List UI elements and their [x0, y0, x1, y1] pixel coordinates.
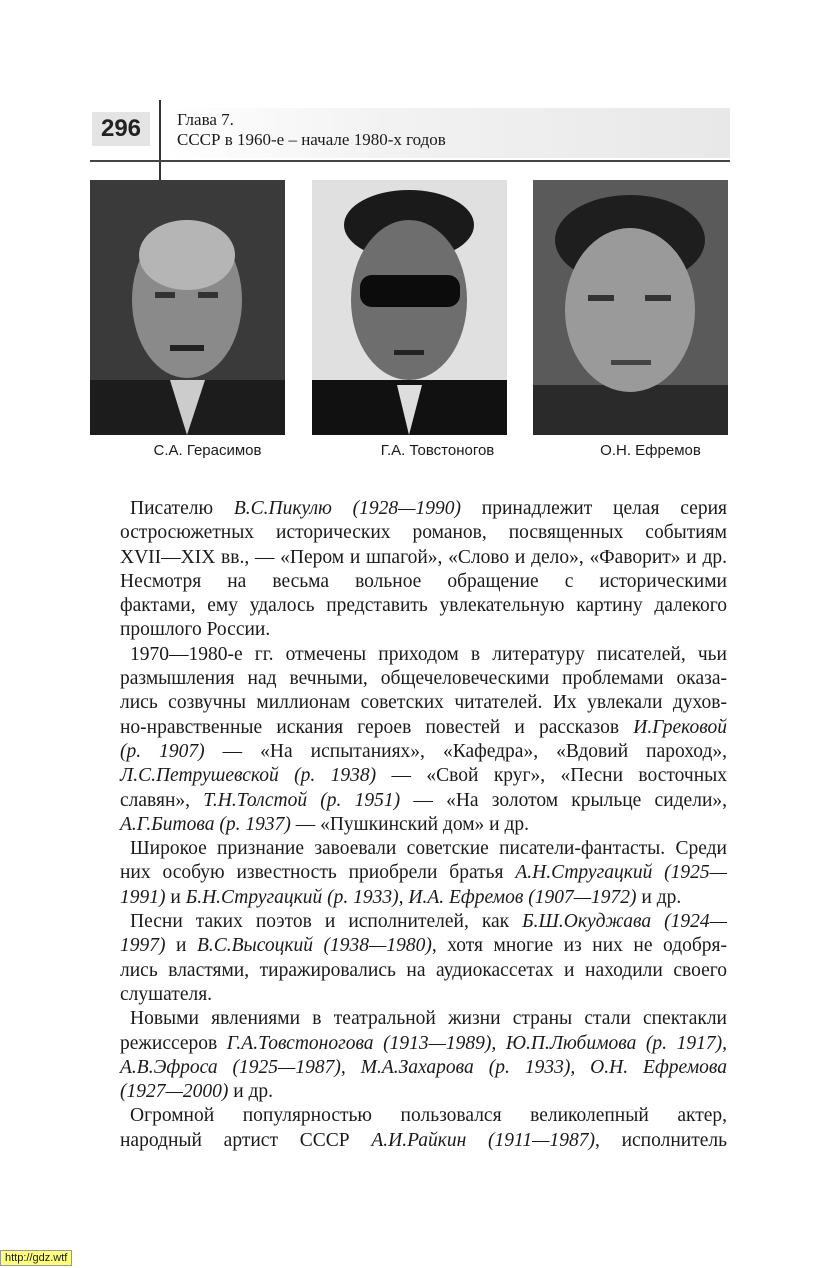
paragraph: [120, 1007, 727, 1104]
text-line: [120, 861, 727, 885]
text-line: [120, 959, 727, 983]
portrait-photo-gerasimov: [90, 180, 285, 435]
text-span: и др.: [228, 1081, 274, 1103]
text-line: [120, 618, 727, 642]
italic-name-span: (р. 1907): [120, 740, 205, 762]
photo-caption: С.А. Герасимов: [153, 442, 262, 459]
paragraph: [120, 1104, 727, 1153]
text-span: — «На золотом крыльце сидели»,: [400, 789, 727, 811]
text-span: и: [165, 886, 186, 908]
italic-name-span: Т.Н.Толстой (р. 1951): [203, 789, 401, 811]
text-span: , исполнитель: [594, 1129, 727, 1151]
header-vertical-rule: [159, 100, 161, 185]
text-span: славян»,: [120, 789, 204, 811]
paragraph: [120, 497, 727, 643]
text-line: [120, 1007, 727, 1031]
text-span: — «Пушкинский дом» и др.: [290, 813, 530, 835]
text-span: и др.: [636, 886, 682, 908]
text-span: прошлого России.: [120, 619, 271, 641]
italic-name-span: 1991): [120, 886, 166, 908]
text-line: [120, 667, 727, 691]
text-span: фактами, ему удалось представить увлекательную картину далекого: [120, 595, 727, 617]
italic-name-span: Л.С.Петрушевской (р. 1938): [120, 765, 377, 787]
text-span: режиссеров: [120, 1032, 227, 1054]
text-line: [120, 570, 727, 594]
text-line: [120, 546, 727, 570]
text-line: [120, 934, 727, 958]
text-line: [120, 1104, 727, 1128]
italic-name-span: В.С.Высоцкий (1938—1980): [196, 935, 432, 957]
text-span: 1970—1980-е гг. отмечены приходом в литературу писателей, чьи: [130, 643, 727, 665]
text-line: [120, 983, 727, 1007]
text-line: [120, 764, 727, 788]
text-line: [120, 886, 727, 910]
text-line: [120, 1032, 727, 1056]
paragraph: [120, 837, 727, 910]
text-span: Новыми явлениями в театральной жизни страны стали спектакли: [130, 1008, 727, 1030]
italic-name-span: А.Н.Стругацкий (1925—: [515, 862, 727, 884]
text-span: XVII—XIX вв., — «Пером и шпагой», «Слово и дело», «Фаворит» и др.: [120, 546, 727, 568]
italic-name-span: 1997): [120, 935, 166, 957]
text-line: [120, 1056, 727, 1080]
text-span: народный артист СССР: [120, 1129, 372, 1151]
chapter-title: СССР в 1960-е – начале 1980-х годов: [177, 130, 446, 149]
text-line: [120, 1129, 727, 1153]
text-span: но-нравственные искания героев повестей и рассказов: [120, 716, 634, 738]
text-line: [120, 740, 727, 764]
text-line: [120, 594, 727, 618]
chapter-label: Глава 7.: [177, 110, 234, 129]
text-span: Широкое признание завоевали советские писатели-фантасты. Среди: [130, 838, 727, 860]
text-span: лись властями, тиражировались на аудиокассетах и находили своего: [120, 959, 727, 981]
portrait-photo-efremov: [533, 180, 728, 435]
text-span: , хотя многие из них не одобря-: [431, 935, 727, 957]
portrait-photo-tovstonogov: [312, 180, 507, 435]
text-span: — «На испытаниях», «Кафедра», «Вдовий пароход»,: [204, 740, 727, 762]
text-line: [120, 643, 727, 667]
italic-name-span: А.В.Эфроса (1925—1987), М.А.Захарова (р. 1933), О.Н. Ефремова: [120, 1056, 727, 1078]
text-line: [120, 910, 727, 934]
running-header: [177, 110, 446, 150]
italic-name-span: (1927—2000): [120, 1081, 229, 1103]
text-line: [120, 521, 727, 545]
text-span: лись созвучны миллионам советских читателей. Их увлекали духов-: [120, 692, 727, 714]
italic-name-span: А.Г.Битова (р. 1937): [120, 813, 291, 835]
paragraph: [120, 910, 727, 1007]
text-span: Огромной популярностью пользовался великолепный актер,: [130, 1105, 727, 1127]
text-span: размышления над вечными, общечеловеческими проблемами оказа-: [120, 668, 727, 690]
italic-name-span: Г.А.Товстоногова (1913—1989), Ю.П.Любимова (р. 1917),: [226, 1032, 727, 1054]
photo-caption: Г.А. Товстоногов: [380, 442, 495, 459]
paragraph: [120, 643, 727, 837]
text-line: [120, 497, 727, 521]
watermark-link[interactable]: http://gdz.wtf: [0, 1250, 72, 1266]
text-span: Песни таких поэтов и исполнителей, как: [130, 911, 523, 933]
photo-caption: О.Н. Ефремов: [600, 442, 701, 459]
text-span: них особую известность приобрели братья: [120, 862, 516, 884]
text-line: [120, 716, 727, 740]
text-span: принадлежит целая серия: [460, 498, 727, 519]
italic-name-span: Б.Н.Стругацкий (р. 1933), И.А. Ефремов (1907—1972): [185, 886, 637, 908]
text-span: — «Свой круг», «Песни восточных: [376, 765, 727, 787]
header-rule: [90, 160, 730, 162]
text-span: Несмотря на весьма вольное обращение с историческими: [120, 570, 727, 592]
page-number: 296: [92, 112, 150, 146]
italic-name-span: А.И.Райкин (1911—1987): [371, 1129, 595, 1151]
text-line: [120, 691, 727, 715]
text-line: [120, 837, 727, 861]
text-line: [120, 813, 727, 837]
body-text: [120, 497, 727, 1153]
text-span: слушателя.: [120, 983, 213, 1005]
text-line: [120, 1080, 727, 1104]
text-line: [120, 789, 727, 813]
text-span: и: [165, 935, 197, 957]
italic-name-span: Б.Ш.Окуджава (1924—: [522, 911, 727, 933]
italic-name-span: И.Грековой: [633, 716, 727, 738]
text-span: Писателю: [130, 498, 234, 519]
italic-name-span: В.С.Пикулю (1928—1990): [233, 498, 461, 519]
text-span: остросюжетных исторических романов, посвященных событиям: [120, 522, 727, 544]
